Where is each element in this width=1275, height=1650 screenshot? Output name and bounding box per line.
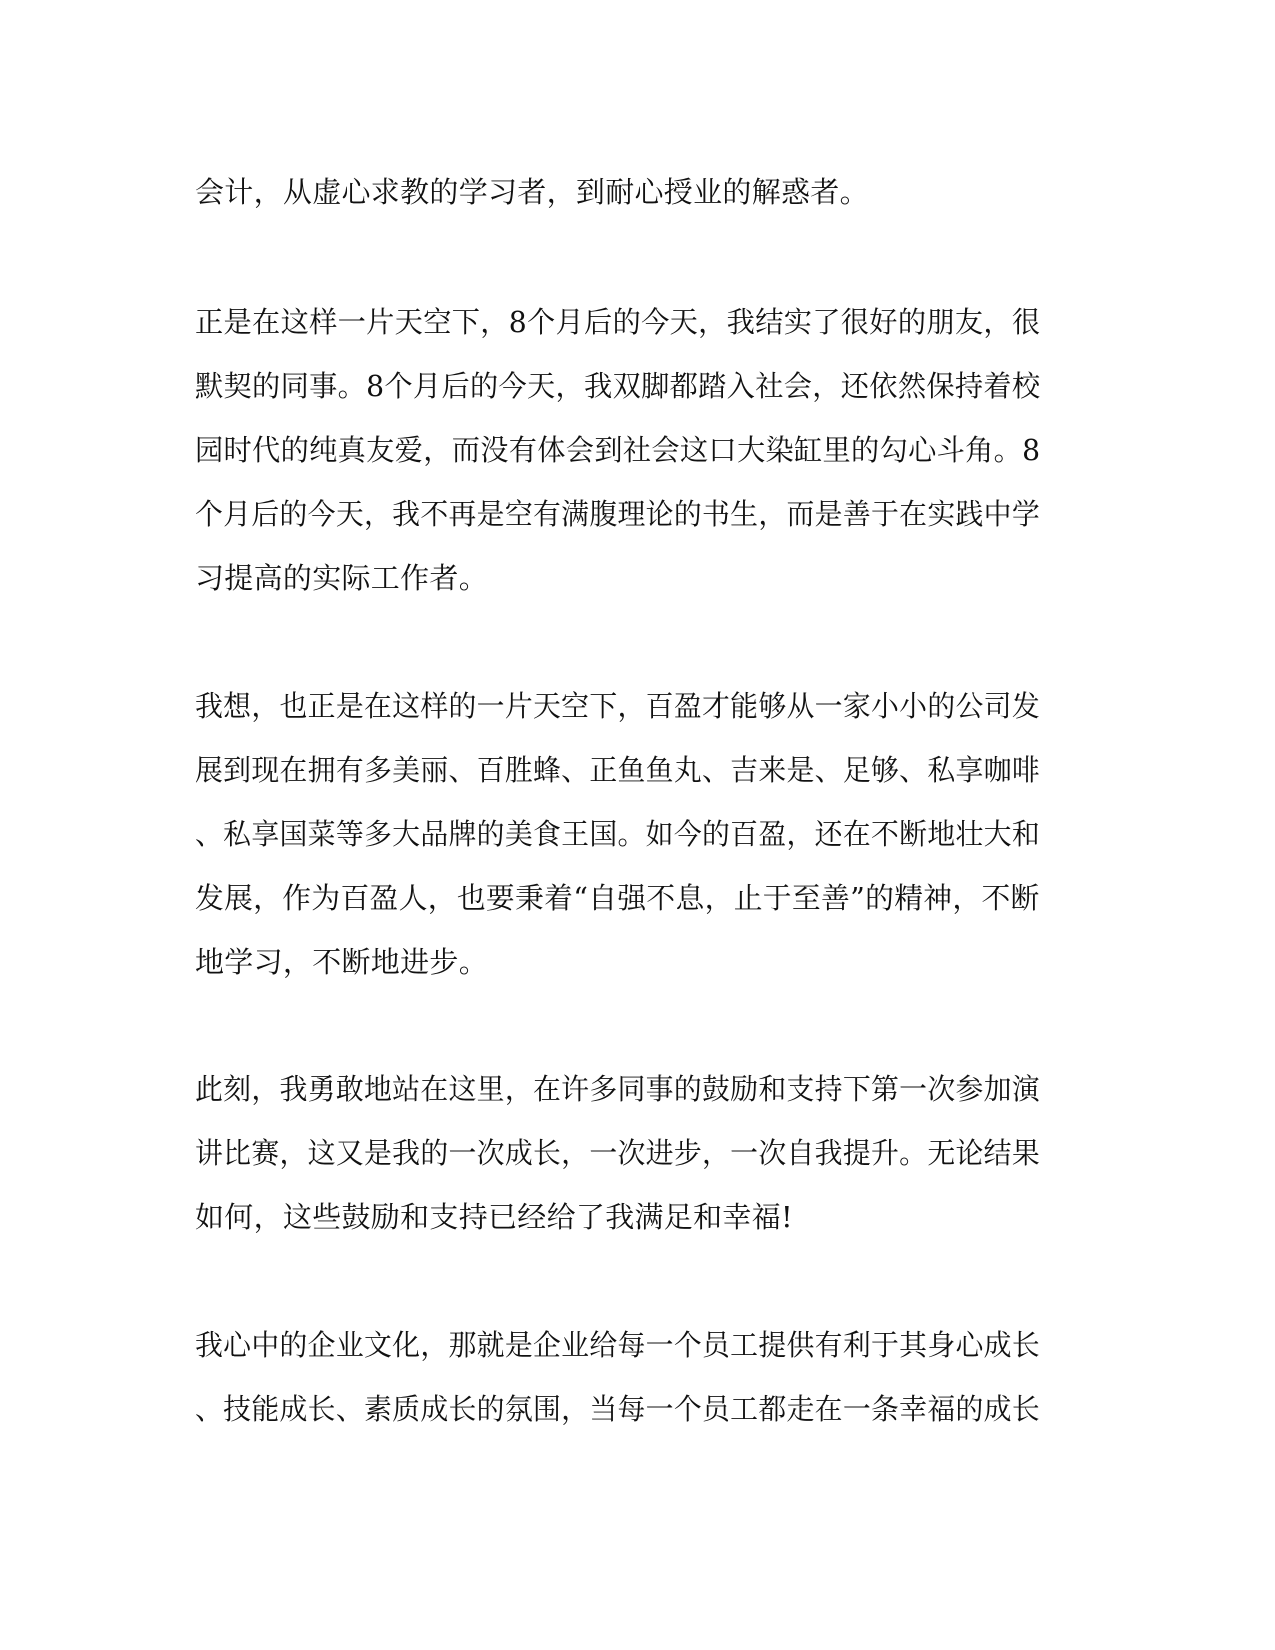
text-line: 我想，也正是在这样的一片天空下，百盈才能够从一家小小的公司发 bbox=[195, 689, 1041, 723]
text-line: 个月后的今天，我不再是空有满腹理论的书生，而是善于在实践中学 bbox=[195, 497, 1041, 531]
text-line: 、私享国菜等多大品牌的美食王国。如今的百盈，还在不断地壮大和 bbox=[195, 817, 1041, 851]
text-line: 我心中的企业文化，那就是企业给每一个员工提供有利于其身心成长 bbox=[195, 1328, 1041, 1362]
text-line: 会计，从虚心求教的学习者，到耐心授业的解惑者。 bbox=[195, 175, 869, 209]
text-line: 园时代的纯真友爱，而没有体会到社会这口大染缸里的勾心斗角。8 bbox=[195, 433, 1041, 467]
text-line: 正是在这样一片天空下，8个月后的今天，我结实了很好的朋友，很 bbox=[195, 305, 1041, 339]
text-line: 地学习，不断地进步。 bbox=[195, 945, 489, 979]
text-line: 此刻，我勇敢地站在这里，在许多同事的鼓励和支持下第一次参加演 bbox=[195, 1072, 1041, 1106]
text-line: 如何，这些鼓励和支持已经给了我满足和幸福! bbox=[195, 1200, 793, 1234]
text-line: 默契的同事。8个月后的今天，我双脚都踏入社会，还依然保持着校 bbox=[195, 369, 1041, 403]
text-line: 发展，作为百盈人，也要秉着“自强不息，止于至善”的精神，不断 bbox=[195, 881, 1040, 915]
text-line: 习提高的实际工作者。 bbox=[195, 561, 489, 595]
text-line: 展到现在拥有多美丽、百胜蜂、正鱼鱼丸、吉来是、足够、私享咖啡 bbox=[195, 753, 1041, 787]
text-line: 讲比赛，这又是我的一次成长，一次进步，一次自我提升。无论结果 bbox=[195, 1136, 1041, 1170]
text-line: 、技能成长、素质成长的氛围，当每一个员工都走在一条幸福的成长 bbox=[195, 1392, 1041, 1426]
